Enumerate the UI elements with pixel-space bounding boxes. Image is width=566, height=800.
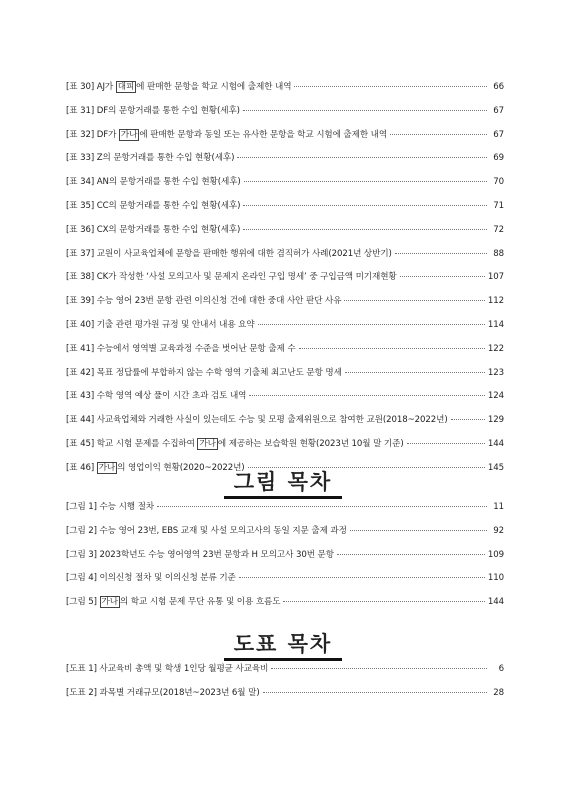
- entry-text: [그림 3] 2023학년도 수능 영어영역 23번 문항과 H 모의고사 30번 문항: [66, 549, 334, 560]
- entry-text: [그림 5]: [66, 597, 100, 608]
- page-number: 11: [493, 502, 504, 512]
- entry-text: [표 43] 수학 영역 예상 풀이 시간 초과 검토 내역: [66, 391, 247, 402]
- dot-leader: [258, 324, 485, 325]
- page-number: 67: [493, 105, 504, 116]
- page-number: 70: [493, 177, 504, 188]
- toc-entry[interactable]: [66, 662, 504, 686]
- entry-label: [66, 247, 392, 259]
- entry-text: [표 40] 기출 관련 평가원 규정 및 안내서 내용 요약: [66, 319, 255, 330]
- entry-text: [표 44] 사교육업체와 거래한 사실이 있는데도 수능 및 모평 출제위원으로 참여한 교원(2018~2022년): [66, 415, 448, 426]
- toc-entry[interactable]: [66, 199, 504, 223]
- page-number: 6: [498, 664, 504, 674]
- dot-leader: [299, 348, 485, 349]
- dot-leader: [249, 395, 485, 396]
- dot-leader: [344, 300, 484, 301]
- dot-leader: [243, 205, 487, 206]
- entry-text: [표 33] Z의 문항거래를 통한 수입 현황(세후): [66, 153, 235, 164]
- toc-entry[interactable]: [66, 104, 504, 128]
- table-list: [66, 80, 504, 485]
- page-number: 66: [493, 82, 504, 92]
- dot-leader: [237, 157, 487, 158]
- entry-text: [표 45] 학교 시험 문제를 수집하여: [66, 438, 198, 449]
- toc-entry[interactable]: [66, 80, 504, 104]
- toc-entry[interactable]: [66, 342, 504, 366]
- entry-boxed-name: 가나: [120, 129, 138, 140]
- entry-label: [66, 366, 342, 378]
- toc-entry[interactable]: [66, 389, 504, 413]
- page-number: 129: [487, 415, 504, 426]
- dot-leader: [400, 276, 485, 277]
- dot-leader: [243, 229, 487, 230]
- entry-text: [그림 1] 수능 시행 절차: [66, 502, 155, 512]
- entry-text: [표 41] 수능에서 영역별 교육과정 수준을 벗어난 문항 출제 수: [66, 343, 296, 354]
- entry-text-rest: 에 판매한 문항과 동일 또는 유사한 문항을 학교 시험에 출제한 내역: [139, 129, 388, 140]
- entry-text: [표 31] DF의 문항거래를 통한 수입 현황(세후): [66, 105, 240, 116]
- toc-entry[interactable]: [66, 500, 504, 524]
- entry-text: [표 37] 교원이 사교육업체에 문항을 판매한 행위에 대한 겸직허가 사례(2021년 상반기): [66, 248, 392, 259]
- page-number: 69: [493, 153, 504, 164]
- entry-boxed-name: 가나: [101, 597, 118, 608]
- toc-entry[interactable]: [66, 595, 504, 619]
- page-number: 109: [487, 549, 504, 560]
- entry-label: [66, 80, 291, 92]
- page-number: 144: [487, 438, 504, 449]
- entry-text: [도표 2] 과목별 거래규모(2018년~2023년 6월 말): [66, 687, 260, 698]
- page-number: 122: [487, 343, 504, 354]
- entry-text-rest: 의 영업이익 현황(2020~2022년): [117, 462, 245, 473]
- page-number: 144: [487, 597, 504, 608]
- entry-boxed-name: 대피: [117, 82, 135, 92]
- dot-leader: [243, 110, 487, 111]
- entry-boxed-name: 가나: [98, 462, 116, 473]
- page-number: 28: [493, 687, 504, 698]
- entry-text: [표 46]: [66, 462, 97, 473]
- entry-label: [66, 199, 240, 211]
- dot-leader: [271, 668, 487, 669]
- entry-label: [66, 104, 240, 116]
- page-number: 88: [493, 248, 504, 259]
- toc-entry[interactable]: [66, 151, 504, 175]
- figure-list: [66, 500, 504, 619]
- entry-text: [도표 1] 사교육비 총액 및 학생 1인당 월평균 사교육비: [66, 664, 269, 674]
- entry-label: [66, 595, 280, 607]
- dot-leader: [390, 134, 487, 135]
- entry-label: [66, 294, 341, 306]
- toc-entry[interactable]: [66, 318, 504, 342]
- entry-text: [표 32] DF가: [66, 129, 119, 140]
- dot-leader: [263, 692, 487, 693]
- dot-leader: [337, 554, 485, 555]
- dot-leader: [345, 372, 485, 373]
- entry-label: [66, 548, 334, 560]
- toc-entry[interactable]: [66, 524, 504, 548]
- charts-heading: 도표 목차: [0, 628, 566, 658]
- entry-text: [표 39] 수능 영어 23번 문항 관련 이의신청 건에 대한 중대 사안 판단 사유: [66, 296, 342, 307]
- entry-label: [66, 223, 240, 235]
- entry-text: [그림 2] 수능 영어 23번, EBS 교재 및 사설 모의고사의 동일 지문 출제 과정: [66, 525, 347, 536]
- toc-entry[interactable]: [66, 294, 504, 318]
- toc-entry[interactable]: [66, 366, 504, 390]
- page-number: 107: [487, 272, 504, 283]
- entry-label: [66, 686, 260, 698]
- toc-entry[interactable]: [66, 270, 504, 294]
- entry-text: [그림 4] 이의신청 절차 및 이의신청 분류 기준: [66, 573, 236, 584]
- toc-entry[interactable]: [66, 686, 504, 710]
- page-number: 112: [487, 296, 504, 307]
- entry-boxed-name: 가나: [199, 438, 216, 449]
- entry-label: [66, 318, 255, 330]
- page-number: 114: [487, 319, 504, 330]
- dot-leader: [395, 253, 487, 254]
- entry-label: [66, 662, 268, 674]
- toc-entry[interactable]: [66, 548, 504, 572]
- entry-label: [66, 500, 154, 512]
- page-number: 72: [493, 224, 504, 235]
- entry-text: [표 42] 목표 정답률에 부합하지 않는 수학 영역 기출체 최고난도 문항 명세: [66, 367, 342, 378]
- entry-text-rest: 에 판매한 문항을 학교 시험에 출제한 내역: [136, 82, 292, 92]
- figures-heading: 그림 목차: [0, 466, 566, 496]
- entry-label: [66, 524, 347, 536]
- dot-leader: [451, 419, 485, 420]
- toc-entry[interactable]: [66, 247, 504, 271]
- dot-leader: [157, 506, 487, 507]
- dot-leader: [294, 86, 487, 87]
- page-number: 123: [487, 367, 504, 378]
- dot-leader: [239, 577, 485, 578]
- dot-leader: [407, 443, 485, 444]
- entry-label: [66, 175, 241, 187]
- entry-text: [표 30] AJ가: [66, 82, 116, 92]
- entry-text: [표 34] AN의 문항거래를 통한 수입 현황(세후): [66, 177, 241, 188]
- toc-entry[interactable]: [66, 128, 504, 152]
- entry-label: [66, 270, 397, 282]
- entry-text-rest: 에 제공하는 보습학원 현황(2023년 10월 말 기준): [217, 438, 404, 449]
- entry-text: [표 35] CC의 문항거래를 통한 수입 현황(세후): [66, 200, 241, 211]
- page-number: 71: [493, 200, 504, 211]
- toc-entry[interactable]: [66, 571, 504, 595]
- toc-entry[interactable]: [66, 175, 504, 199]
- page-number: 124: [487, 391, 504, 402]
- entry-label: [66, 437, 404, 449]
- page-number: 145: [487, 462, 504, 473]
- entry-text: [표 36] CX의 문항거래를 통한 수입 현황(세후): [66, 224, 241, 235]
- chart-list: [66, 662, 504, 710]
- entry-label: [66, 571, 236, 583]
- page-number: 92: [493, 525, 504, 536]
- entry-label: [66, 413, 448, 425]
- page-number: 67: [493, 129, 504, 140]
- toc-entry[interactable]: [66, 437, 504, 461]
- entry-label: [66, 128, 387, 140]
- entry-text: [표 38] CK가 작성한 ‘사설 모의고사 및 문제지 온라인 구입 명세’ 중 구입금액 미기재현황: [66, 272, 397, 283]
- toc-entry[interactable]: [66, 413, 504, 437]
- dot-leader: [350, 530, 487, 531]
- entry-text-rest: 의 학교 시험 문제 무단 유통 및 이용 흐름도: [119, 597, 281, 608]
- dot-leader: [244, 181, 487, 182]
- entry-label: [66, 389, 246, 401]
- entry-label: [66, 151, 234, 163]
- page-number: 110: [487, 573, 504, 584]
- dot-leader: [283, 601, 484, 602]
- toc-entry[interactable]: [66, 223, 504, 247]
- entry-label: [66, 342, 296, 354]
